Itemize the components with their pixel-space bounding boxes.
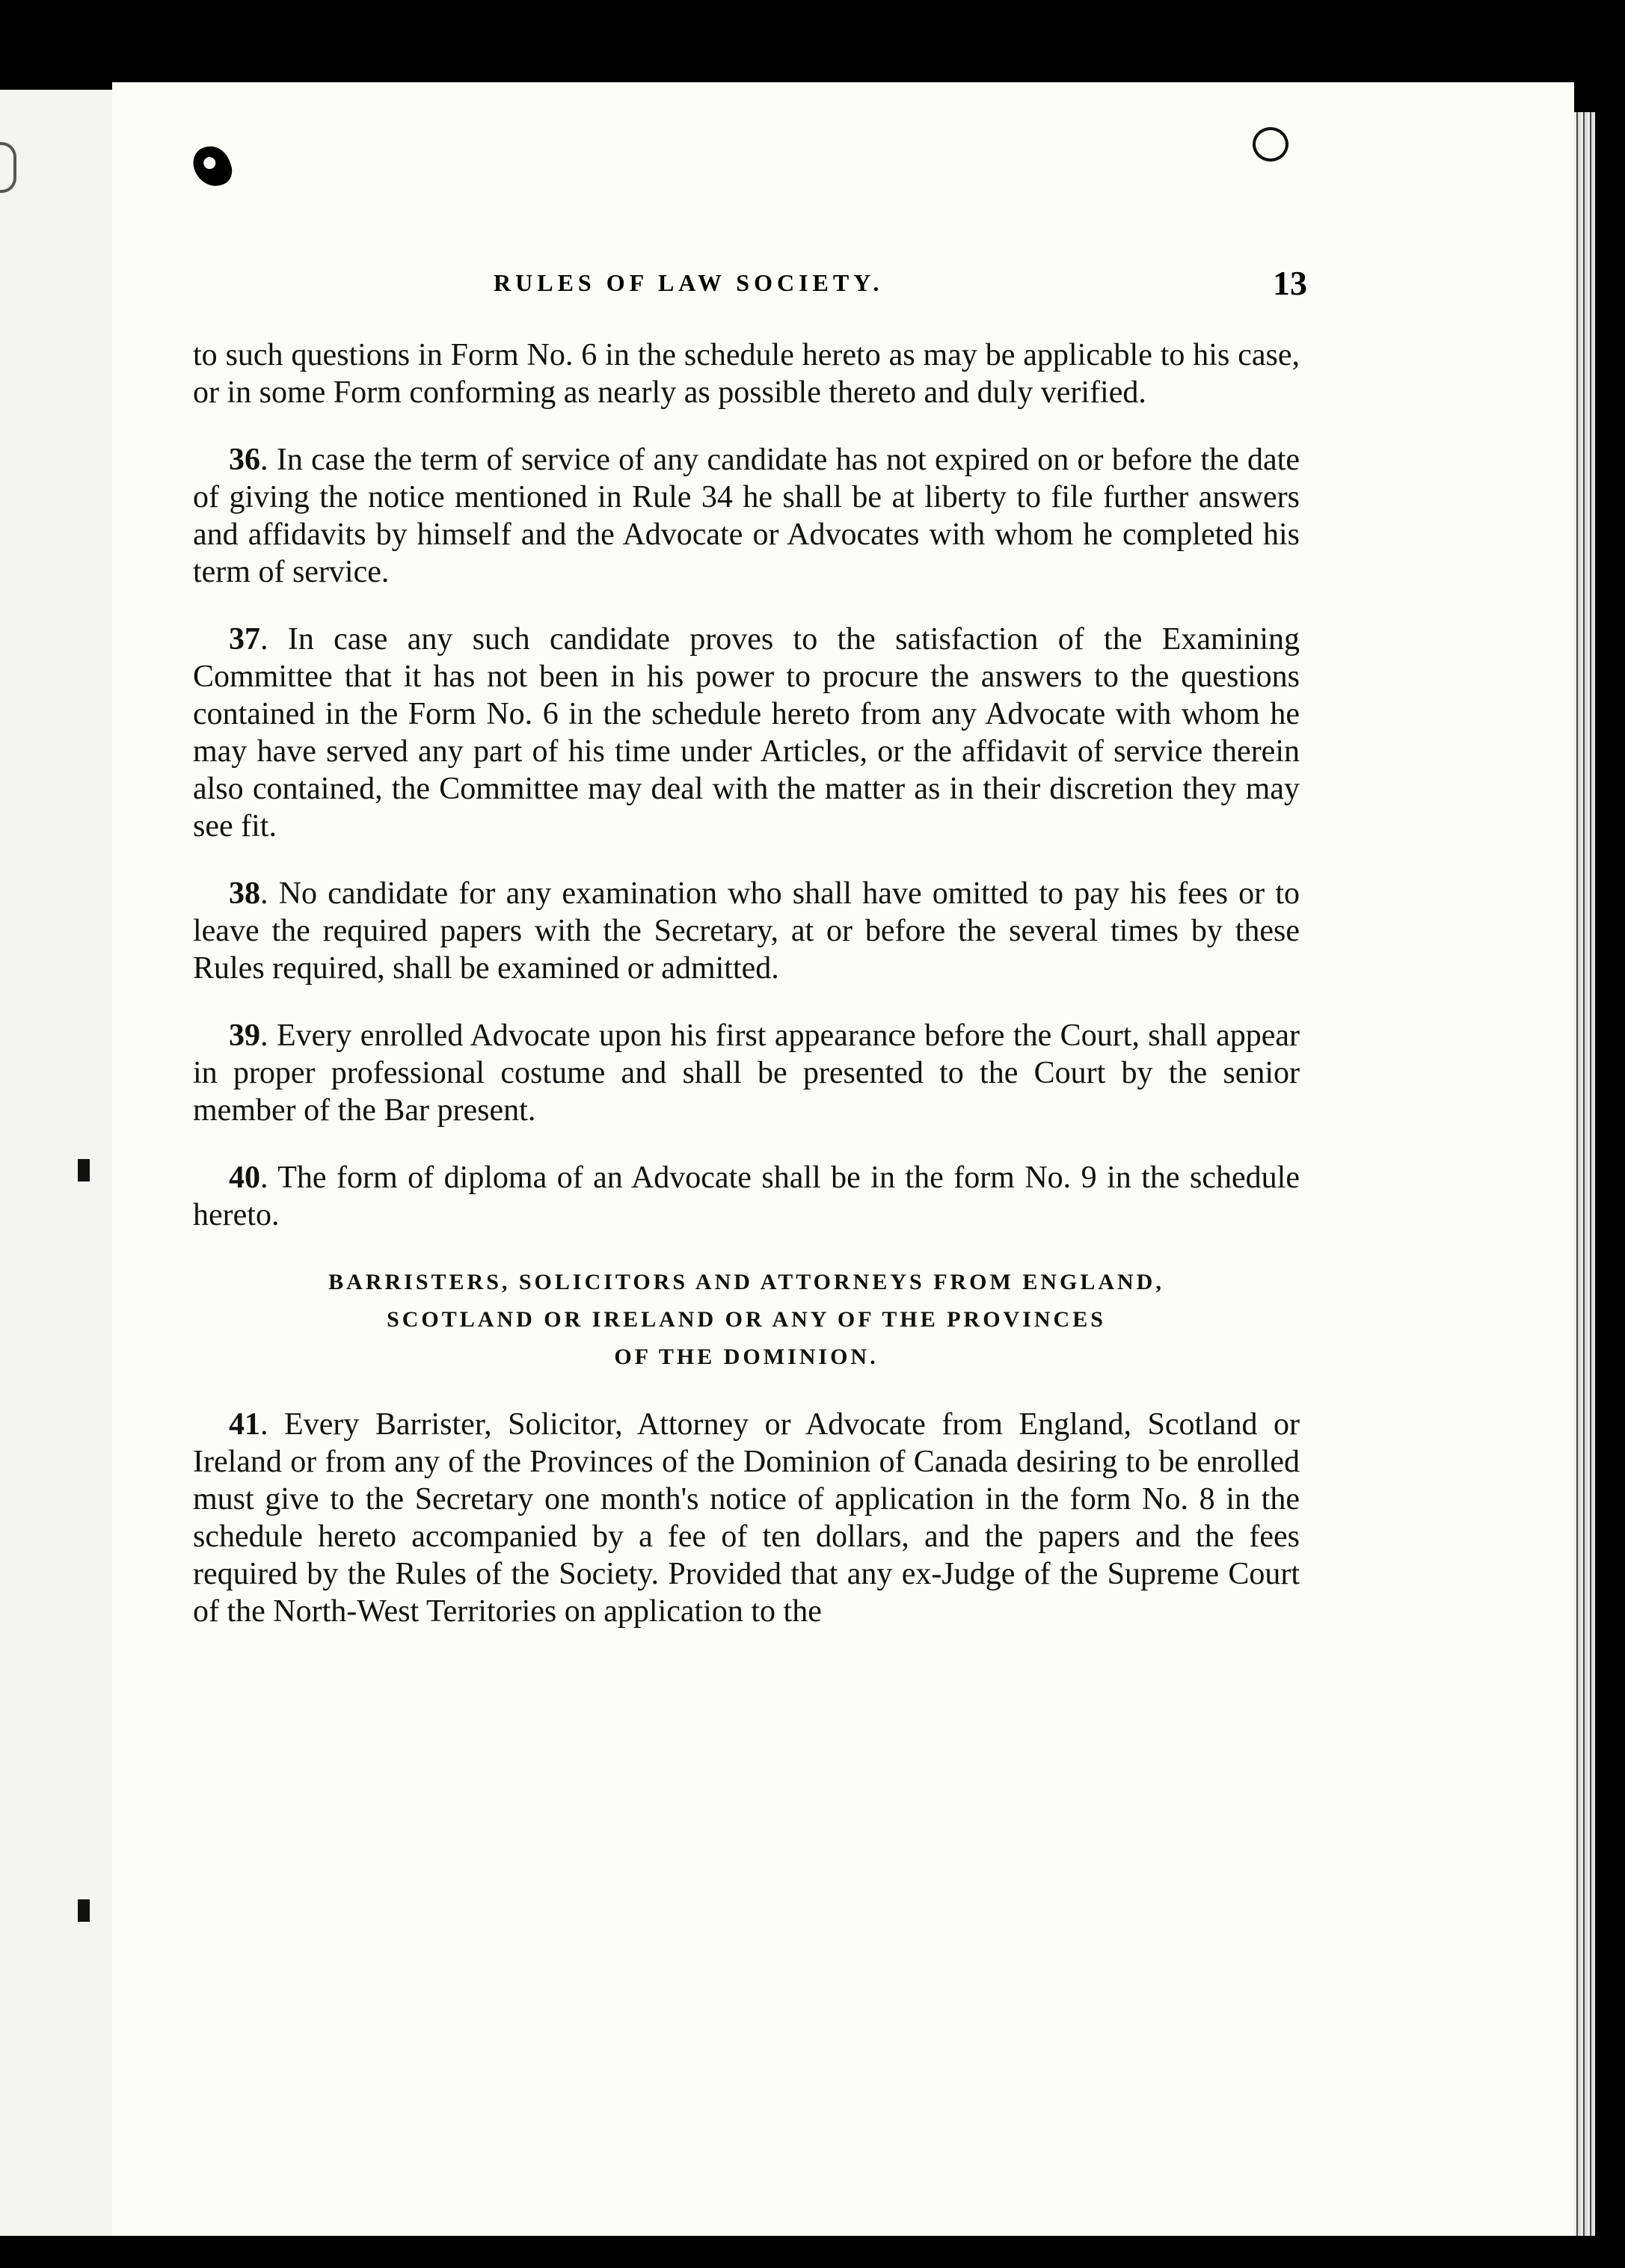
rule-number: 37: [229, 622, 260, 657]
section-heading-line: SCOTLAND OR IRELAND OR ANY OF THE PROVINCES: [387, 1307, 1106, 1332]
rule-paragraph: 38. No candidate for any examination who shall have omitted to pay his fees or to leave the required papers with the Secretary, at or before the several times by these Rules required, shall be examined or admitted.: [193, 876, 1300, 986]
paragraph-text: No candidate for any examination who shall have omitted to pay his fees or to leave the required papers with the Secretary, at or before the several times by these Rules required, shall be examined or admitted.: [193, 876, 1300, 986]
running-title: RULES OF LAW SOCIETY.: [494, 269, 884, 296]
page-number: 13: [1273, 264, 1307, 302]
margin-mark: [78, 1159, 90, 1181]
rule-paragraph: 39. Every enrolled Advocate upon his first appearance before the Court, shall appear in proper professional costume and shall be presented to the Court by the senior member of the Bar present.: [193, 1018, 1300, 1128]
rule-paragraph: 41. Every Barrister, Solicitor, Attorney or Advocate from England, Scotland or Ireland or from any of the Provinces of the Dominion of Canada desiring to be enrolled must give to the Secretary one month's notice of application in the form No. 8 in the schedule hereto accompanied by a fee of ten dollars, and the papers and the fees required by the Rules of the Society. Provided that any ex-Judge of the Supreme Court of the North-West Territories on application to the: [193, 1407, 1300, 1629]
rule-number: 41: [229, 1407, 260, 1442]
rule-number: 39: [229, 1018, 260, 1053]
section-heading-line: OF THE DOMINION.: [614, 1344, 879, 1369]
section-heading-line: BARRISTERS, SOLICITORS AND ATTORNEYS FROM ENGLAND,: [328, 1270, 1164, 1294]
margin-mark: [78, 1899, 90, 1922]
paragraph-text: Every Barrister, Solicitor, Attorney or Advocate from England, Scotland or Ireland or from any of the Provinces of the Dominion of Canada desiring to be enrolled must give to the Secretary one month's notice of application in the form No. 8 in the schedule hereto accompanied by a fee of ten dollars, and the papers and the fees required by the Rules of the Society. Provided that any ex-Judge of the Supreme Court of the North-West Territories on application to the: [193, 1407, 1300, 1629]
section-heading: [193, 1264, 1300, 1376]
paragraph-text: Every enrolled Advocate upon his first appearance before the Court, shall appear in proper professional costume and shall be presented to the Court by the senior member of the Bar present.: [193, 1018, 1300, 1128]
rule-paragraph: 40. The form of diploma of an Advocate shall be in the form No. 9 in the schedule hereto.: [193, 1161, 1300, 1232]
paragraph-text: In case any such candidate proves to the satisfaction of the Examining Committee that it has not been in his power to procure the answers to the questions contained in the Form No. 6 in the schedule hereto from any Advocate with whom he may have served any part of his time under Articles, or the affidavit of service therein also contained, the Committee may deal with the matter as in their discretion they may see fit.: [193, 622, 1300, 843]
paragraph-text: In case the term of service of any candidate has not expired on or before the date of giving the notice mentioned in Rule 34 he shall be at liberty to file further answers and affidavits by himself and the Advocate or Advocates with whom he completed his term of service.: [193, 443, 1300, 589]
rule-number: 40: [229, 1161, 260, 1195]
ink-blot: [188, 141, 236, 191]
paragraph: [193, 336, 1300, 411]
paragraph-text: The form of diploma of an Advocate shall be in the form No. 9 in the schedule hereto.: [193, 1161, 1300, 1232]
running-head: [185, 264, 1307, 314]
paragraph-text: to such questions in Form No. 6 in the schedule hereto as may be applicable to his case, or in some Form conforming as nearly as possible thereto and duly verified.: [193, 338, 1300, 410]
previous-page-edge: [0, 90, 114, 2236]
page-stack-edge: [1574, 112, 1595, 2236]
rule-number: 38: [229, 876, 260, 911]
rule-paragraph: 36. In case the term of service of any candidate has not expired on or before the date of giving the notice mentioned in Rule 34 he shall be at liberty to file further answers and affidavits by himself and the Advocate or Advocates with whom he completed his term of service.: [193, 443, 1300, 589]
page-curl-mark: [0, 142, 16, 193]
rule-paragraph: 37. In case any such candidate proves to the satisfaction of the Examining Committee that it has not been in his power to procure the answers to the questions contained in the Form No. 6 in the schedule hereto from any Advocate with whom he may have served any part of his time under Articles, or the affidavit of service therein also contained, the Committee may deal with the matter as in their discretion they may see fit.: [193, 622, 1300, 843]
ink-blot: [1253, 127, 1288, 162]
page-body: [193, 336, 1300, 1660]
rule-number: 36: [229, 443, 260, 477]
